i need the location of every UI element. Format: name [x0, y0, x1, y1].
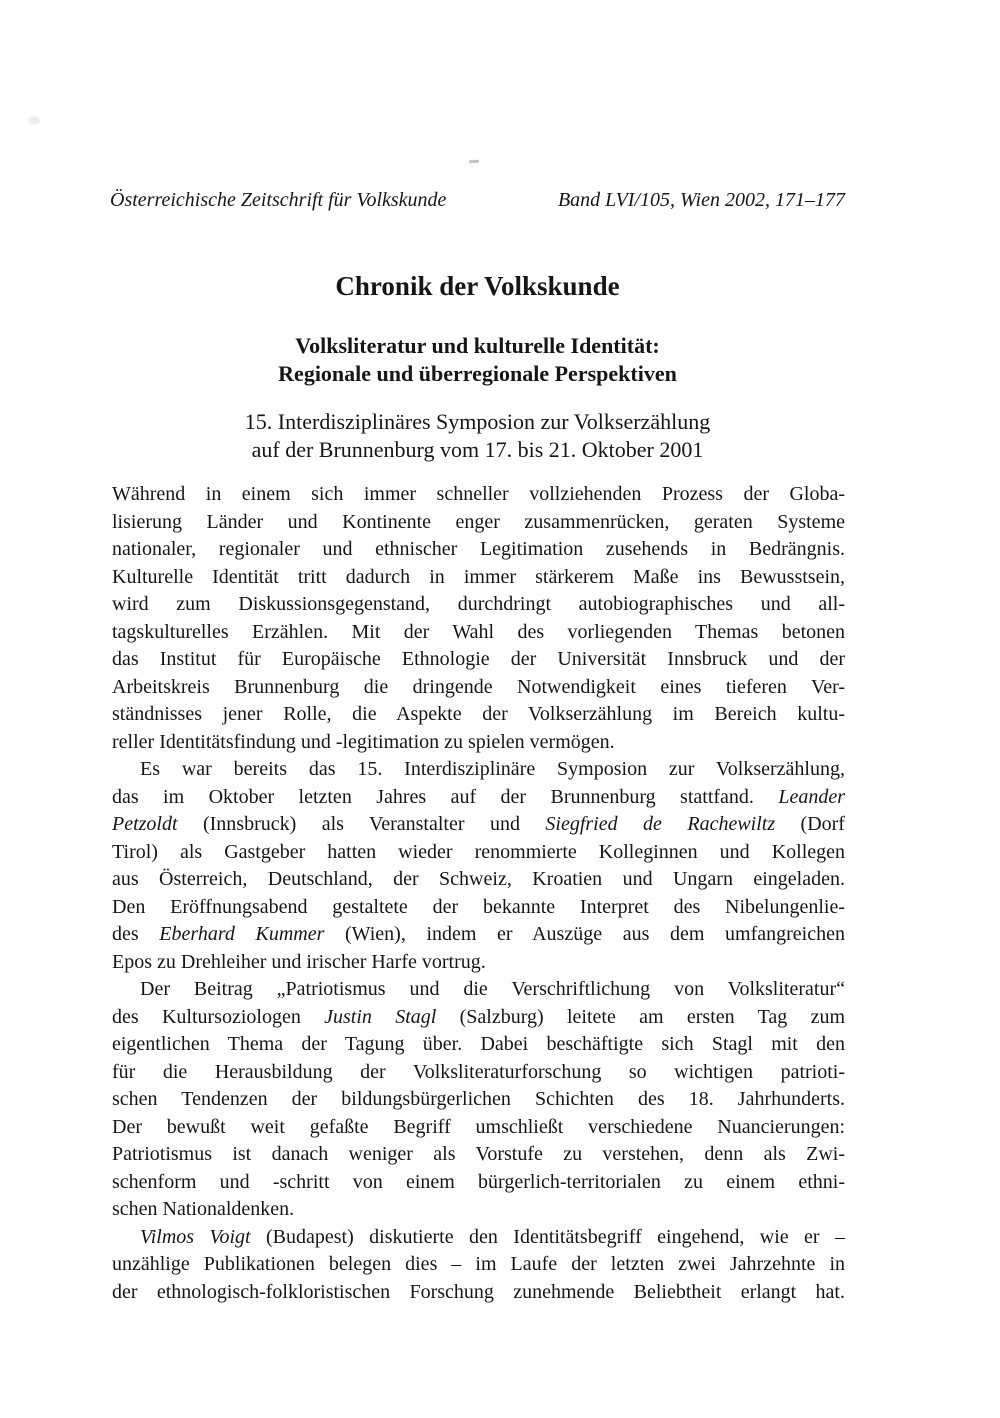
plain-text: wird zum Diskussionsgegenstand, durchdringt autobiographisches und all-	[112, 593, 845, 615]
plain-text: (Dorf	[775, 813, 845, 835]
text-line	[112, 866, 845, 894]
plain-text: Es war bereits das 15. Interdisziplinäre Symposion zur Volkserzählung,	[140, 758, 845, 780]
plain-text: des Kultursoziologen	[112, 1005, 325, 1028]
text-line	[112, 701, 845, 729]
plain-text: nationaler, regionaler und ethnischer Legitimation zusehends in Bedrängnis.	[112, 538, 845, 560]
plain-text: (Salzburg) leitete am ersten Tag zum	[436, 1005, 845, 1028]
text-line	[112, 894, 845, 922]
text-line	[112, 536, 845, 564]
plain-text: (Wien), indem er Auszüge aus dem umfangreichen	[324, 923, 845, 945]
italic-text: Vilmos Voigt	[140, 1225, 251, 1248]
plain-text: Der Beitrag „Patriotismus und die Verschriftlichung von Volksliteratur“	[140, 978, 845, 1000]
italic-text: Justin Stagl	[324, 1005, 437, 1028]
text-line	[112, 976, 845, 1004]
plain-text: eigentlichen Thema der Tagung über. Dabei beschäftigte sich Stagl mit den	[112, 1033, 845, 1055]
plain-text: das im Oktober letzten Jahres auf der Brunnenburg stattfand.	[112, 785, 779, 808]
italic-text: Eberhard Kummer	[159, 923, 325, 945]
paragraph	[112, 976, 845, 1224]
text-line	[112, 839, 845, 867]
plain-text: Während in einem sich immer schneller vollziehenden Prozess der Globa-	[112, 483, 845, 505]
plain-text: das Institut für Europäische Ethnologie der Universität Innsbruck und der	[112, 648, 845, 670]
journal-name: Österreichische Zeitschrift für Volkskunde	[110, 189, 447, 211]
plain-text: schen Nationaldenken.	[112, 1198, 295, 1220]
article-body	[112, 481, 845, 1306]
italic-text: Petzoldt	[112, 813, 178, 835]
plain-text: unzählige Publikationen belegen dies – im Laufe der letzten zwei Jahrzehnte in	[112, 1253, 845, 1275]
text-line	[112, 564, 845, 592]
plain-text: lisierung Länder und Kontinente enger zusammenrücken, geraten Systeme	[112, 510, 845, 533]
plain-text: (Budapest) diskutierte den Identitätsbegriff eingehend, wie er –	[250, 1225, 845, 1248]
paragraph	[112, 1224, 845, 1307]
plain-text: Arbeitskreis Brunnenburg die dringende Notwendigkeit eines tieferen Ver-	[112, 675, 845, 698]
text-line	[112, 784, 845, 812]
plain-text: ständnisses jener Rolle, die Aspekte der Volkserzählung im Bereich kultu-	[112, 703, 845, 725]
event-subtitle-line1: 15. Interdisziplinäres Symposion zur Volkserzählung	[244, 409, 711, 434]
plain-text: Epos zu Drehleiher und irischer Harfe vortrug.	[112, 950, 486, 973]
plain-text: des	[112, 923, 160, 945]
text-line	[112, 1251, 845, 1279]
text-line	[112, 1031, 845, 1059]
article-title-line1: Volksliteratur und kulturelle Identität:	[295, 333, 660, 358]
paragraph	[112, 756, 845, 976]
paragraph	[112, 481, 845, 756]
plain-text: Kulturelle Identität tritt dadurch in immer stärkerem Maße ins Bewusstsein,	[112, 565, 845, 588]
plain-text: schenform und -schritt von einem bürgerlich-territorialen zu einem ethni-	[112, 1170, 845, 1193]
article-title-line2: Regionale und überregionale Perspektiven	[278, 361, 677, 386]
italic-text: Leander	[778, 785, 845, 808]
text-line	[112, 756, 845, 784]
text-line	[112, 674, 845, 702]
text-line	[112, 646, 845, 674]
running-head	[110, 188, 845, 212]
volume-info: Band LVI/105, Wien 2002, 171–177	[557, 189, 845, 211]
article-title	[110, 332, 845, 388]
event-subtitle-line2: auf der Brunnenburg vom 17. bis 21. Oktober 2001	[251, 437, 704, 462]
text-line	[112, 1141, 845, 1169]
text-line	[112, 1224, 845, 1252]
text-line	[112, 1114, 845, 1142]
plain-text: Der bewußt weit gefaßte Begriff umschließt verschiedene Nuancierungen:	[112, 1115, 845, 1138]
plain-text: reller Identitätsfindung und -legitimation zu spielen vermögen.	[112, 730, 615, 753]
plain-text: tagskulturelles Erzählen. Mit der Wahl des vorliegenden Themas betonen	[112, 620, 845, 643]
event-subtitle	[110, 408, 845, 464]
text-line	[112, 1086, 845, 1114]
plain-text: der ethnologisch-folkloristischen Forschung zunehmende Beliebtheit erlangt hat.	[112, 1280, 845, 1303]
text-line	[112, 1279, 845, 1307]
text-line	[112, 811, 845, 839]
text-line	[112, 619, 845, 647]
plain-text: schen Tendenzen der bildungsbürgerlichen Schichten des 18. Jahrhunderts.	[112, 1088, 845, 1110]
italic-text: Siegfried de Rachewiltz	[545, 813, 776, 835]
text-line	[112, 509, 845, 537]
plain-text: für die Herausbildung der Volksliteraturforschung so wichtigen patrioti-	[112, 1060, 845, 1083]
text-line	[112, 1059, 845, 1087]
scan-artifact-smudge	[28, 116, 40, 125]
scan-artifact-dash	[469, 160, 479, 164]
plain-text: Patriotismus ist danach weniger als Vorstufe zu verstehen, denn als Zwi-	[112, 1143, 845, 1165]
text-line	[112, 921, 845, 949]
text-line	[112, 1004, 845, 1032]
text-line	[112, 949, 845, 977]
plain-text: aus Österreich, Deutschland, der Schweiz, Kroatien und Ungarn eingeladen.	[112, 868, 845, 890]
text-line	[112, 729, 845, 757]
plain-text: Den Eröffnungsabend gestaltete der bekannte Interpret des Nibelungenlie-	[112, 895, 845, 918]
text-line	[112, 1196, 845, 1224]
text-line	[112, 591, 845, 619]
plain-text: (Innsbruck) als Veranstalter und	[177, 813, 546, 835]
section-title: Chronik der Volkskunde	[335, 271, 620, 301]
text-line	[112, 1169, 845, 1197]
text-line	[112, 481, 845, 509]
plain-text: Tirol) als Gastgeber hatten wieder renommierte Kolleginnen und Kollegen	[112, 840, 845, 863]
